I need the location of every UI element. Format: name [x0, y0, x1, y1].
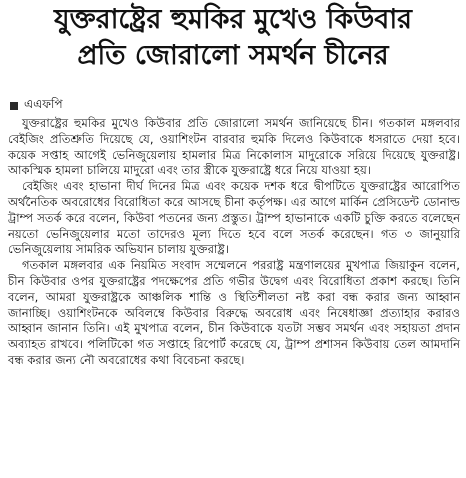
headline-line-2: প্রতি জোরালো সমর্থন চীনের	[77, 40, 389, 71]
article-paragraph-2: বেইজিং এবং হাভানা দীর্ঘ দিনের মিত্র এবং কয়েক দশক ধরে দ্বীপটিতে যুক্তরাষ্ট্রের আরোপিত অর্থনৈতিক অবরোধের বিরোধিতা করে আসছে চীনা কর্তৃপক্ষ। এর আগে মার্কিন প্রেসিডেন্ট ডোনাল্ড ট্রাম্প সতর্ক করে বলেন, কিউবা পতনের জন্য প্রস্তুত। ট্রাম্প হাভানাকে একটি চুক্তি করতে বলেছেন নয়তো ভেনিজুয়েলার মতো তাদেরও মূল্য দিতে হবে বলে সতর্ক করেছেন। গত ৩ জানুয়ারি ভেনিজুয়েলায় সামরিক অভিযান চালায় যুক্তরাষ্ট্র।	[8, 179, 460, 257]
bullet-square-icon	[10, 102, 18, 110]
article-body	[8, 116, 460, 369]
headline-line-1: যুক্তরাষ্ট্রের হুমকির মুখেও কিউবার	[53, 4, 413, 35]
byline-source: এএফপি	[24, 97, 63, 111]
article-paragraph-3: গতকাল মঙ্গলবার এক নিয়মিত সংবাদ সম্মেলনে পররাষ্ট্র মন্ত্রণালয়ের মুখপাত্র জিয়াকুন বলেন, চীন কিউবার ওপর যুক্তরাষ্ট্রের পদক্ষেপের প্রতি গভীর উদ্বেগ এবং বিরোধিতা প্রকাশ করছে। তিনি বলেন, আমরা যুক্তরাষ্ট্রকে আঞ্চলিক শান্তি ও স্থিতিশীলতা নষ্ট করা বন্ধ করার জন্য আহ্বান জানাচ্ছি। ওয়াশিংটনকে অবিলম্বে কিউবার বিরুদ্ধে অবরোধ এবং নিষেধাজ্ঞা প্রত্যাহার করারও আহ্বান জানান তিনি। এই মুখপাত্র বলেন, চীন কিউবাকে যতটা সম্ভব সমর্থন এবং সহায়তা প্রদান অব্যাহত রাখবে। পলিটিকো গত সপ্তাহে রিপোর্ট করেছে যে, ট্রাম্প প্রশাসন কিউবায় তেল আমদানি বন্ধ করার জন্য নৌ অবরোধের কথা বিবেচনা করছে।	[8, 258, 460, 367]
byline	[10, 98, 63, 114]
article-paragraph-1: যুক্তরাষ্ট্রের হুমকির মুখেও কিউবার প্রতি জোরালো সমর্থন জানিয়েছে চীন। গতকাল মঙ্গলবার বেইজিং প্রতিশ্রুতি দিয়েছে যে, ওয়াশিংটন বারবার হুমকি দিলেও কিউবাকে ধসরাতে দেয়া হবে। কয়েক সপ্তাহ আগেই ভেনিজুয়েলায় হামলার মিত্র নিকোলাস মাদুরোকে সরিয়ে দিয়েছে যুক্তরাষ্ট্র। আকস্মিক হামলা চালিয়ে মাদুরো এবং তার স্ত্রীকে যুক্তরাষ্ট্রে ধরে নিয়ে যাওয়া হয়।	[8, 116, 460, 178]
article-headline	[0, 2, 466, 74]
